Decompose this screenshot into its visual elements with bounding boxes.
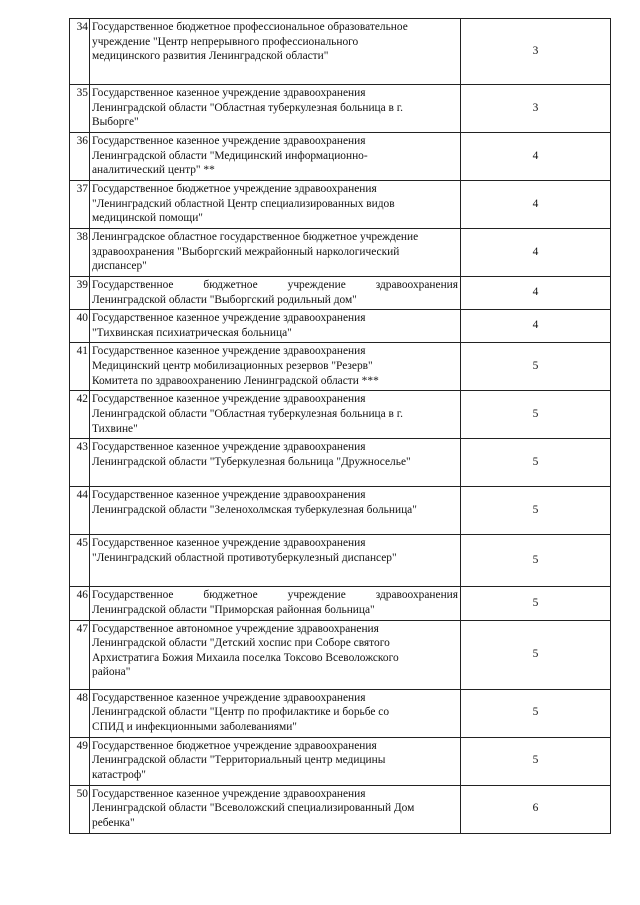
category-value: 5: [461, 391, 611, 439]
institution-name-line: Государственное казенное учреждение здравоохранения: [92, 393, 366, 406]
institution-name-line: Тихвине": [92, 422, 138, 435]
institution-name: [90, 785, 461, 833]
institution-name-line: Ленинградской области "Областная туберкулезная больница в г.: [92, 101, 404, 114]
institution-name-line: здравоохранения "Выборгский межрайонный наркологический: [92, 245, 400, 258]
institution-name-line: Ленинградской области "Всеволожский специализированный Дом: [92, 802, 415, 815]
institution-name: [90, 439, 461, 487]
row-number: 35: [70, 85, 90, 133]
category-value: 4: [461, 181, 611, 229]
institution-name-line: Ленинградской области "Территориальный центр медицины: [92, 754, 386, 767]
category-value: 5: [461, 587, 611, 620]
institution-name-line: Государственное казенное учреждение здравоохранения: [92, 441, 366, 454]
table-row: [70, 737, 611, 785]
institution-name-line: Государственное автономное учреждение здравоохранения: [92, 622, 379, 635]
table-row: [70, 310, 611, 343]
category-value: 6: [461, 785, 611, 833]
institution-name-line: Государственное казенное учреждение здравоохранения: [92, 135, 366, 147]
table-row: [70, 535, 611, 587]
institution-name-line: района": [92, 666, 131, 679]
table-row: [70, 343, 611, 391]
row-number: 41: [70, 343, 90, 391]
category-value: 3: [461, 85, 611, 133]
institution-name: [90, 689, 461, 737]
row-number: 46: [70, 587, 90, 620]
row-number: 49: [70, 737, 90, 785]
institution-name-line: ребенка": [92, 816, 135, 829]
category-value: 4: [461, 310, 611, 343]
category-value: 5: [461, 535, 611, 587]
institution-name-line: Ленинградской области "Медицинский информационно-: [92, 149, 368, 162]
table-row: [70, 620, 611, 689]
row-number: 36: [70, 133, 90, 181]
institution-name-line: Ленинградской области "Приморская районная больница": [92, 603, 375, 616]
category-value: 5: [461, 439, 611, 487]
institution-name: [90, 587, 461, 620]
institution-name-line: Государственное казенное учреждение здравоохранения: [92, 345, 366, 358]
institutions-table: [69, 18, 611, 834]
category-value: 4: [461, 229, 611, 277]
category-value: 5: [461, 343, 611, 391]
institution-name-line: Государственное бюджетное учреждение здравоохранения: [92, 279, 458, 291]
row-number: 48: [70, 689, 90, 737]
institution-name-line: Ленинградской области "Центр по профилактике и борьбе со: [92, 706, 390, 719]
institution-name-line: медицинской помощи": [92, 212, 203, 225]
institution-name-line: Государственное казенное учреждение здравоохранения: [92, 691, 366, 704]
institution-name: [90, 343, 461, 391]
institution-name: [90, 85, 461, 133]
institution-name-line: катастроф": [92, 768, 146, 781]
table-row: [70, 587, 611, 620]
institution-name-line: Ленинградской области "Выборгский родильный дом": [92, 293, 357, 306]
row-number: 38: [70, 229, 90, 277]
table-body: [70, 19, 611, 834]
row-number: 45: [70, 535, 90, 587]
institution-name-line: "Ленинградский областной Центр специализированных видов: [92, 197, 395, 210]
institution-name-line: Государственное казенное учреждение здравоохранения: [92, 787, 366, 800]
category-value: 5: [461, 689, 611, 737]
row-number: 44: [70, 487, 90, 535]
institution-name-line: СПИД и инфекционными заболеваниями": [92, 720, 297, 733]
institution-name: [90, 620, 461, 689]
institution-name-line: Ленинградской области "Туберкулезная больница "Дружноселье": [92, 455, 411, 468]
institution-name: [90, 229, 461, 277]
category-value: 5: [461, 737, 611, 785]
row-number: 50: [70, 785, 90, 833]
table-row: [70, 277, 611, 310]
table-row: [70, 689, 611, 737]
institution-name-line: Комитета по здравоохранению Ленинградской области ***: [92, 374, 379, 387]
institution-name: [90, 277, 461, 310]
institution-name-line: Медицинский центр мобилизационных резервов "Резерв": [92, 359, 373, 372]
institution-name: [90, 19, 461, 85]
category-value: 3: [461, 19, 611, 85]
institution-name-line: Государственное казенное учреждение здравоохранения: [92, 537, 366, 550]
table-row: [70, 229, 611, 277]
table-row: [70, 785, 611, 833]
table-row: [70, 391, 611, 439]
institution-name-line: Государственное бюджетное учреждение здравоохранения: [92, 739, 377, 752]
institution-name-line: Ленинградское областное государственное бюджетное учреждение: [92, 231, 419, 243]
institution-name: [90, 391, 461, 439]
institution-name-line: Государственное бюджетное профессиональное образовательное: [92, 21, 408, 33]
row-number: 42: [70, 391, 90, 439]
category-value: 5: [461, 620, 611, 689]
table-row: [70, 85, 611, 133]
institution-name-line: Государственное казенное учреждение здравоохранения: [92, 312, 366, 325]
table-row: [70, 487, 611, 535]
institution-name: [90, 487, 461, 535]
institution-name: [90, 535, 461, 587]
institution-name: [90, 310, 461, 343]
institution-name-line: Государственное казенное учреждение здравоохранения: [92, 87, 366, 99]
row-number: 39: [70, 277, 90, 310]
category-value: 5: [461, 487, 611, 535]
table-row: [70, 19, 611, 85]
institution-name-line: диспансер": [92, 260, 147, 273]
institution-name-line: аналитический центр" **: [92, 164, 215, 177]
institution-name-line: Государственное бюджетное учреждение здравоохранения: [92, 589, 458, 602]
row-number: 37: [70, 181, 90, 229]
table-row: [70, 439, 611, 487]
institution-name-line: Архистратига Божия Михаила поселка Токсово Всеволожского: [92, 651, 399, 664]
institution-name-line: медицинского развития Ленинградской области": [92, 50, 329, 63]
institution-name-line: Ленинградской области "Зеленохолмская туберкулезная больница": [92, 503, 417, 516]
institution-name-line: Выборге": [92, 116, 139, 129]
row-number: 40: [70, 310, 90, 343]
institution-name-line: Ленинградской области "Детский хоспис при Соборе святого: [92, 637, 390, 650]
row-number: 47: [70, 620, 90, 689]
institution-name-line: Ленинградской области "Областная туберкулезная больница в г.: [92, 407, 404, 420]
row-number: 34: [70, 19, 90, 85]
institution-name-line: "Тихвинская психиатрическая больница": [92, 326, 292, 339]
institution-name: [90, 181, 461, 229]
table-row: [70, 133, 611, 181]
institution-name: [90, 133, 461, 181]
institution-name-line: Государственное бюджетное учреждение здравоохранения: [92, 183, 377, 195]
category-value: 4: [461, 133, 611, 181]
table-row: [70, 181, 611, 229]
row-number: 43: [70, 439, 90, 487]
institution-name-line: Государственное казенное учреждение здравоохранения: [92, 489, 366, 502]
institution-name-line: "Ленинградский областной противотуберкулезный диспансер": [92, 551, 397, 564]
institution-name-line: учреждение "Центр непрерывного профессионального: [92, 35, 359, 48]
category-value: 4: [461, 277, 611, 310]
institution-name: [90, 737, 461, 785]
